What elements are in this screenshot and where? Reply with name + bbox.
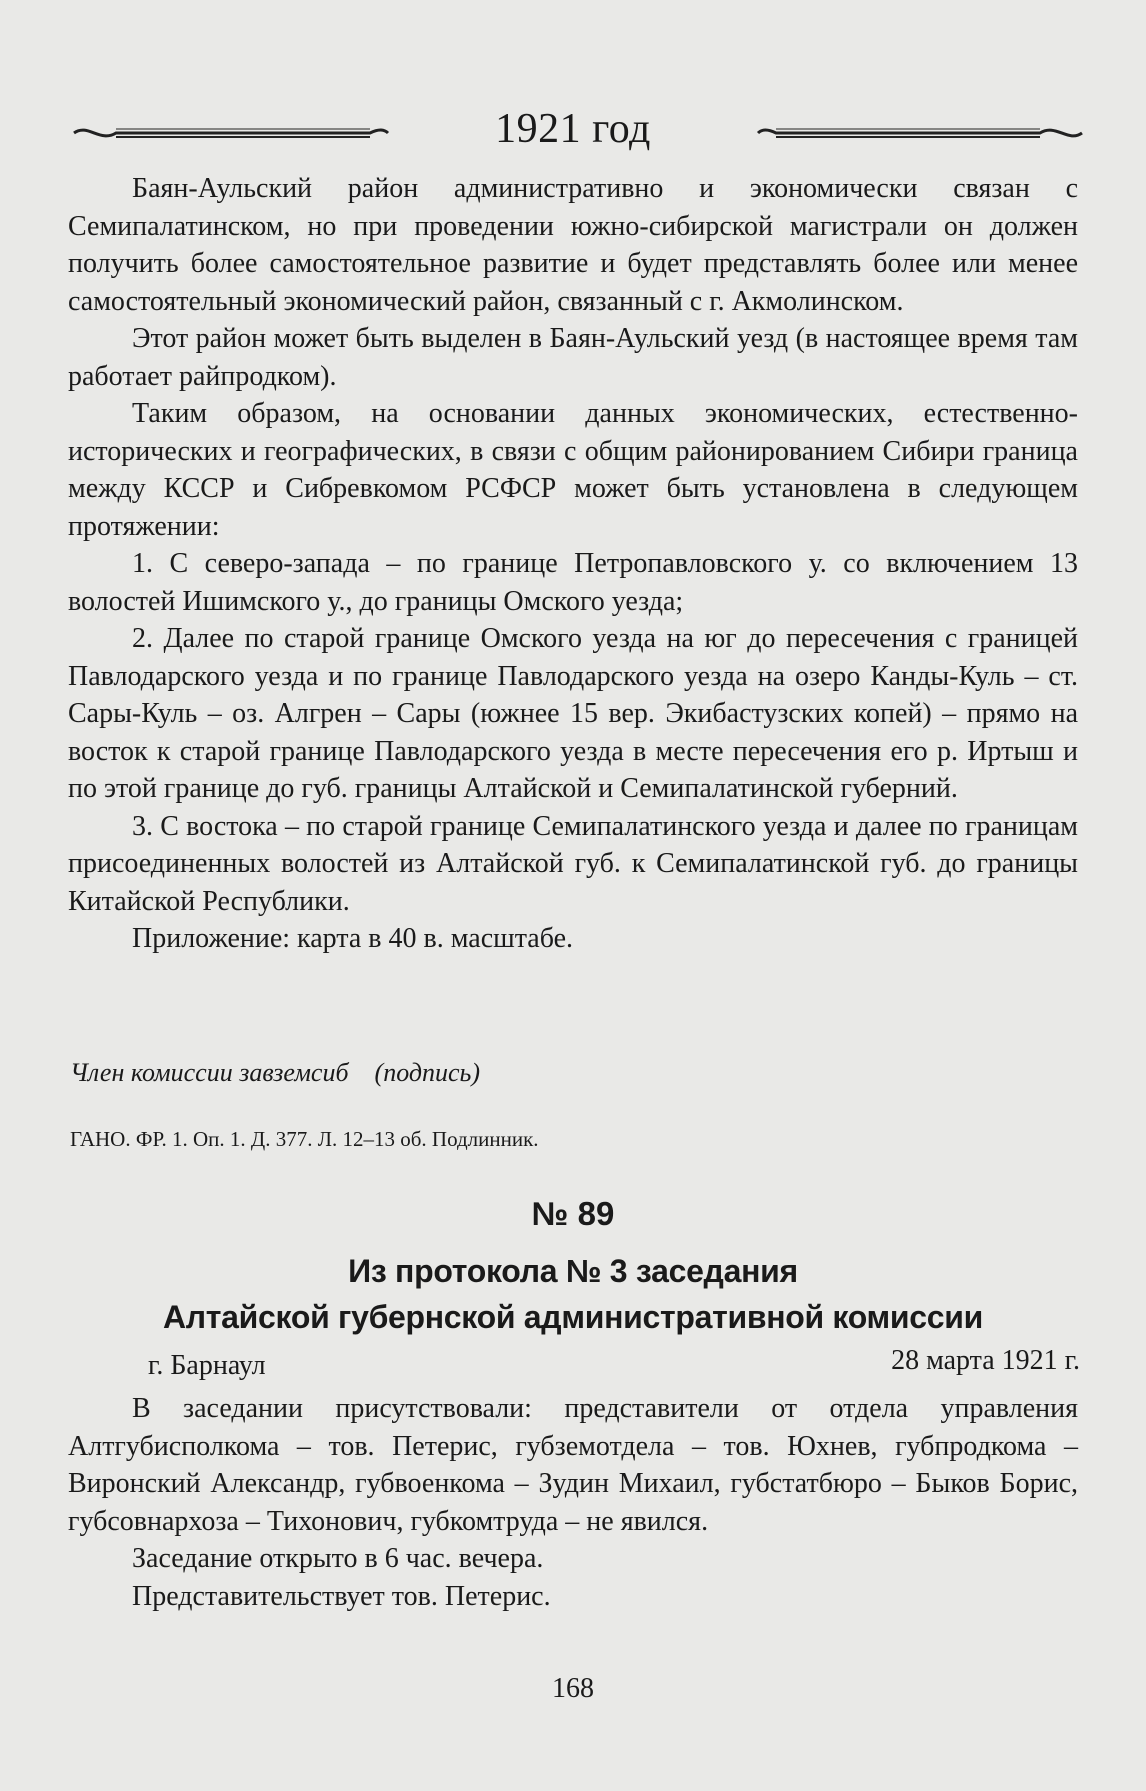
running-header bbox=[60, 105, 1086, 165]
paragraph-bayan-aul-region: Баян-Аульский район административно и экономически связан с Семипалатинском, но при проведении южно-сибирской магистрали он должен получить более самостоятельное развитие и будет представлять более или менее самостоятельный экономический район, связанный с г. Акмолинском. bbox=[68, 173, 1078, 317]
document-title-line-2: Алтайской губернской административной комиссии bbox=[162, 1299, 984, 1335]
paragraph-border-item-3: 3. С востока – по старой границе Семипалатинского уезда и далее по границам присоединенных волостей из Алтайской губ. к Семипалатинской губ. до границы Китайской Республики. bbox=[68, 810, 1078, 917]
paragraph-border-item-1: 1. С северо-запада – по границе Петропавловского у. со включением 13 волостей Ишимского у., до границы Омского уезда; bbox=[68, 548, 1078, 617]
paragraph-bayan-aul-uezd: Этот район может быть выделен в Баян-Аульский уезд (в настоящее время там работает райпродком). bbox=[68, 323, 1078, 392]
page-number: 168 bbox=[552, 1673, 594, 1704]
document-title bbox=[60, 1248, 1086, 1340]
paragraph-attendees: В заседании присутствовали: представители от отдела управления Алтгубисполкома – тов. Петерис, губземотдела – тов. Юхнев, губпродкома – Виронский Александр, губвоенкома – Зудин Михаил, губстатбюро – Быков Борис, губсовнархоза – Тихонович, губкомтруда – не явился. bbox=[68, 1393, 1078, 1537]
year-heading: 1921 год bbox=[495, 106, 651, 152]
body-text-top bbox=[68, 170, 1078, 958]
signature-line bbox=[70, 1058, 480, 1088]
paragraph-attachment: Приложение: карта в 40 в. масштабе. bbox=[132, 923, 573, 954]
paragraph-border-intro: Таким образом, на основании данных экономических, естественно-исторических и географических, в связи с общим районированием Сибири граница между КССР и Сибревкомом РСФСР может быть установлена в следующем протяжении: bbox=[68, 398, 1078, 542]
body-text-bottom bbox=[68, 1390, 1078, 1615]
document-date: 28 марта 1921 г. bbox=[891, 1345, 1080, 1376]
paragraph-border-item-2: 2. Далее по старой границе Омского уезда на юг до пересечения с границей Павлодарского уезда и по границе Павлодарского уезда на озеро Канды-Куль – ст. Сары-Куль – оз. Алгрен – Сары (южнее 15 вер. Экибастузских копей) – прямо на восток к старой границе Павлодарского уезда в месте пересечения его р. Иртыш и по этой границе до губ. границы Алтайской и Семипалатинской губерний. bbox=[68, 623, 1078, 804]
right-ornament-icon bbox=[756, 121, 1086, 145]
archive-reference: ГАНО. ФР. 1. Оп. 1. Д. 377. Л. 12–13 об. Подлинник. bbox=[70, 1127, 539, 1151]
paragraph-chair: Представительствует тов. Петерис. bbox=[132, 1580, 551, 1612]
document-number: № 89 bbox=[531, 1195, 615, 1232]
document-place: г. Барнаул bbox=[148, 1350, 266, 1381]
paragraph-opening-time: Заседание открыто в 6 час. вечера. bbox=[132, 1543, 544, 1574]
document-title-line-1: Из протокола № 3 заседания bbox=[348, 1253, 798, 1289]
signature-note: (подпись) bbox=[374, 1058, 481, 1087]
signature-role: Член комиссии завземсиб bbox=[70, 1058, 349, 1087]
